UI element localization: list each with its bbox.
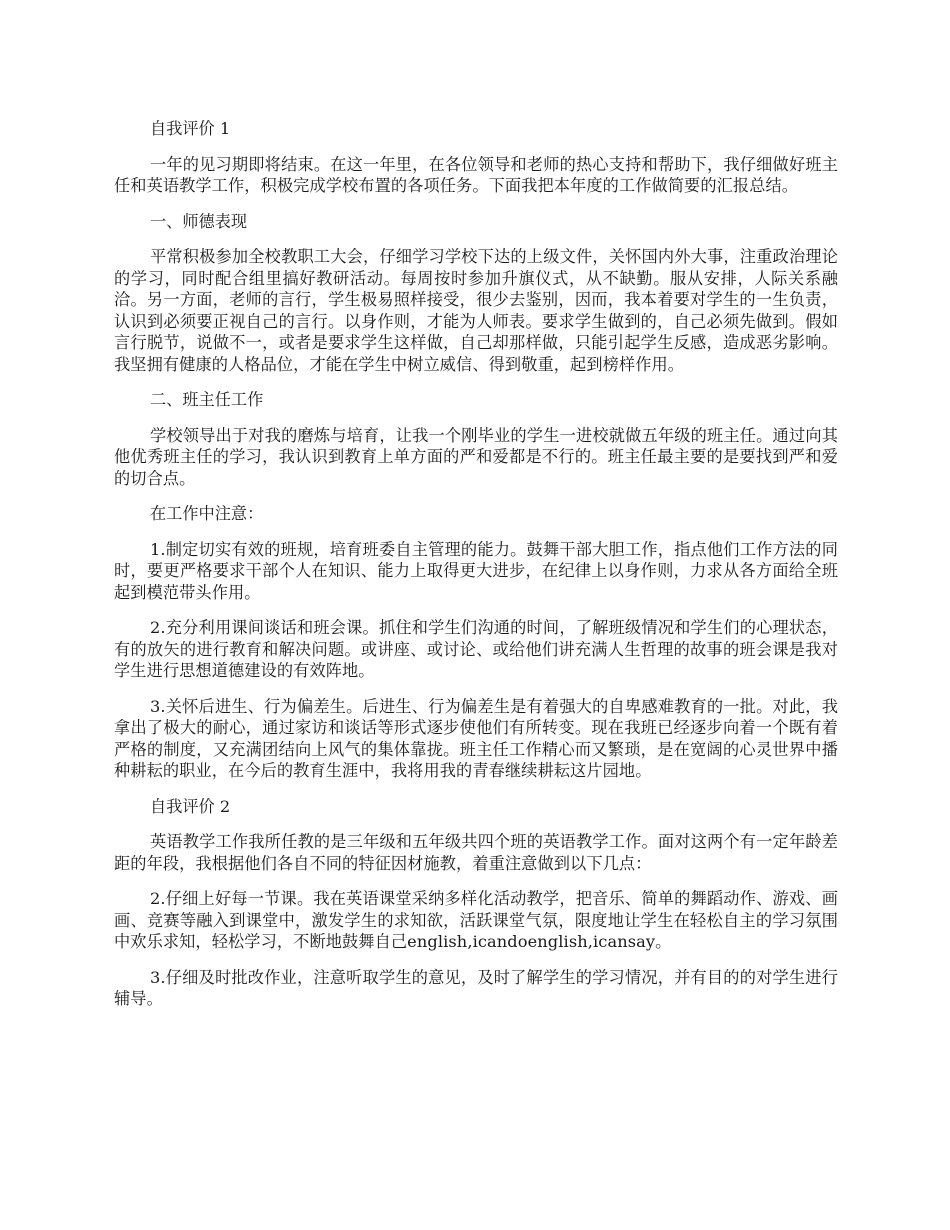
- paragraph: 1.制定切实有效的班规，培育班委自主管理的能力。鼓舞干部大胆工作，指点他们工作方法的同时，要更严格要求干部个人在知识、能力上取得更大进步，在纪律上以身作则，力求从各方面给全班起到模范带头作用。: [114, 539, 838, 602]
- paragraph: 3.关怀后进生、行为偏差生。后进生、行为偏差生是有着强大的自卑感难教育的一批。对此，我拿出了极大的耐心，通过家访和谈话等形式逐步使他们有所转变。现在我班已经逐步向着一个既有着严格的制度，又充满团结向上风气的集体靠拢。班主任工作精心而又繁琐，是在宽阔的心灵世界中播种耕耘的职业，在今后的教育生涯中，我将用我的青春继续耕耘这片园地。: [114, 696, 838, 780]
- paragraph: 一年的见习期即将结束。在这一年里，在各位领导和老师的热心支持和帮助下，我仔细做好班主任和英语教学工作，积极完成学校布置的各项任务。下面我把本年度的工作做简要的汇报总结。: [114, 154, 838, 195]
- paragraph: 英语教学工作我所任教的是三年级和五年级共四个班的英语教学工作。面对这两个有一定年龄差距的年段，我根据他们各自不同的特征因材施教，着重注意做到以下几点：: [114, 832, 838, 873]
- paragraph: 3.仔细及时批改作业，注意听取学生的意见，及时了解学生的学习情况，并有目的的对学生进行辅导。: [114, 967, 838, 1008]
- section-heading: 在工作中注意：: [150, 504, 264, 523]
- section-heading: 自我评价 1: [150, 119, 231, 138]
- section-heading: 一、师德表现: [150, 211, 248, 231]
- paragraph: 平常积极参加全校教职工大会，仔细学习学校下达的上级文件，关怀国内外大事，注重政治理论的学习，同时配合组里搞好教研活动。每周按时参加升旗仪式，从不缺勤。服从安排，人际关系融洽。另一方面，老师的言行，学生极易照样接受，很少去鉴别，因而，我本着要对学生的一生负责，认识到必须要正视自己的言行。以身作则，才能为人师表。要求学生做到的，自己必须先做到。假如言行脱节，说做不一，或者是要求学生这样做，自己却那样做，只能引起学生反感，造成恶劣影响。我坚拥有健康的人格品位，才能在学生中树立威信、得到敬重，起到榜样作用。: [114, 247, 838, 374]
- paragraph: 2.仔细上好每一节课。我在英语课堂采纳多样化活动教学，把音乐、简单的舞蹈动作、游戏、画画、竞赛等融入到课堂中，激发学生的求知欲，活跃课堂气氛，限度地让学生在轻松自主的学习氛围中欢乐求知，轻松学习，不断地鼓舞自己english,icandoenglish,icansay。: [114, 889, 838, 951]
- paragraph: 2.充分利用课间谈话和班会课。抓住和学生们沟通的时间，了解班级情况和学生们的心理状态，有的放矢的进行教育和解决问题。或讲座、或讨论、或给他们讲充满人生哲理的故事的班会课是我对学生进行思想道德建设的有效阵地。: [114, 618, 838, 680]
- section-heading: 二、班主任工作: [150, 390, 264, 409]
- paragraph: 学校领导出于对我的磨炼与培育，让我一个刚毕业的学生一进校就做五年级的班主任。通过向其他优秀班主任的学习，我认识到教育上单方面的严和爱都是不行的。班主任最主要的是要找到严和爱的切合点。: [114, 425, 838, 488]
- document-page: [114, 118, 838, 1024]
- section-heading: 自我评价 2: [150, 796, 231, 816]
